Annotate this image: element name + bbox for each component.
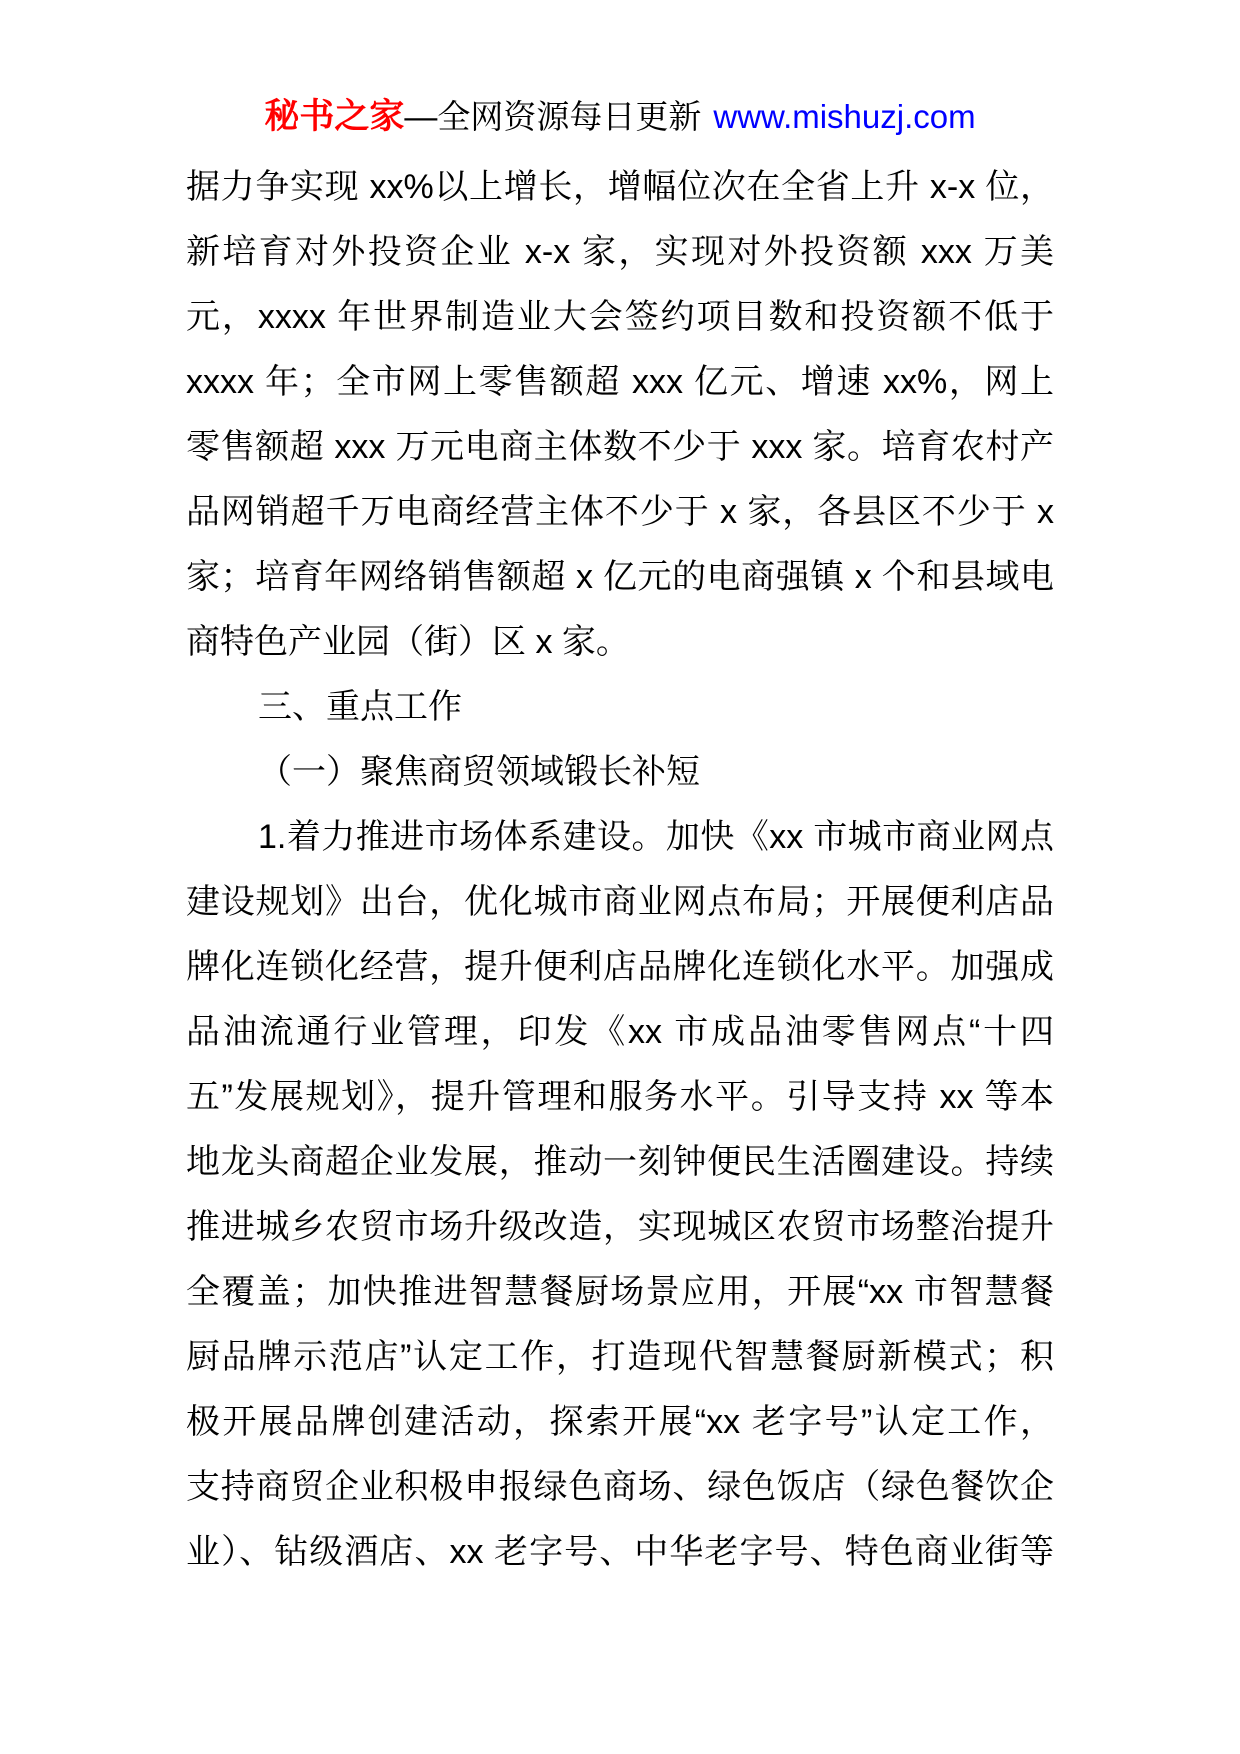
text-line: 五”发展规划》，提升管理和服务水平。引导支持 xx 等本 bbox=[186, 1078, 1054, 1116]
text-line: xxxx 年；全市网上零售额超 xxx 亿元、增速 xx%，网上 bbox=[186, 363, 1054, 401]
text-line: 零售额超 xxx 万元电商主体数不少于 xxx 家。培育农村产 bbox=[186, 428, 1054, 466]
subheading-commerce-strengths bbox=[186, 740, 1054, 805]
text-line: 品油流通行业管理，印发《xx 市成品油零售网点“十四 bbox=[186, 1013, 1054, 1051]
text-line: 全覆盖；加快推进智慧餐厨场景应用，开展“xx 市智慧餐 bbox=[186, 1273, 1054, 1311]
heading-key-tasks bbox=[186, 675, 1054, 740]
text-line: 推进城乡农贸市场升级改造，实现城区农贸市场整治提升 bbox=[186, 1208, 1054, 1246]
text-line: 牌化连锁化经营，提升便利店品牌化连锁化水平。加强成 bbox=[186, 948, 1054, 986]
text-line: 新培育对外投资企业 x-x 家，实现对外投资额 xxx 万美 bbox=[186, 233, 1054, 271]
text-line: 业）、钻级酒店、xx 老字号、中华老字号、特色商业街等 bbox=[186, 1533, 1054, 1571]
text-line: 支持商贸企业积极申报绿色商场、绿色饭店（绿色餐饮企 bbox=[186, 1468, 1054, 1506]
text-line: 地龙头商超企业发展，推动一刻钟便民生活圈建设。持续 bbox=[186, 1143, 1054, 1181]
text-line: 商特色产业园（街）区 x 家。 bbox=[186, 623, 630, 661]
text-line: 建设规划》出台，优化城市商业网点布局；开展便利店品 bbox=[186, 883, 1054, 921]
text-line: 极开展品牌创建活动，探索开展“xx 老字号”认定工作， bbox=[186, 1403, 1054, 1441]
paragraph-targets-continuation bbox=[186, 155, 1054, 675]
text-line: 品网销超千万电商经营主体不少于 x 家，各县区不少于 x bbox=[186, 493, 1054, 531]
text-line: 家；培育年网络销售额超 x 亿元的电商强镇 x 个和县域电 bbox=[186, 558, 1054, 596]
site-name: 秘书之家 bbox=[264, 97, 405, 136]
document-body bbox=[186, 155, 1054, 1585]
site-tagline: —全网资源每日更新 bbox=[404, 98, 702, 135]
text-line: 元，xxxx 年世界制造业大会签约项目数和投资额不低于 bbox=[186, 298, 1054, 336]
site-url-link[interactable]: www.mishuzj.com bbox=[713, 98, 976, 135]
text-line: 厨品牌示范店”认定工作，打造现代智慧餐厨新模式；积 bbox=[186, 1338, 1054, 1376]
paragraph-market-system-construction bbox=[186, 805, 1054, 1585]
page-header bbox=[0, 94, 1240, 147]
text-line: （一）聚焦商贸领域锻长补短 bbox=[258, 753, 700, 791]
text-line: 三、重点工作 bbox=[258, 688, 462, 726]
text-line: 1.着力推进市场体系建设。加快《xx 市城市商业网点 bbox=[258, 818, 1054, 856]
text-line: 据力争实现 xx%以上增长，增幅位次在全省上升 x-x 位， bbox=[186, 168, 1054, 206]
